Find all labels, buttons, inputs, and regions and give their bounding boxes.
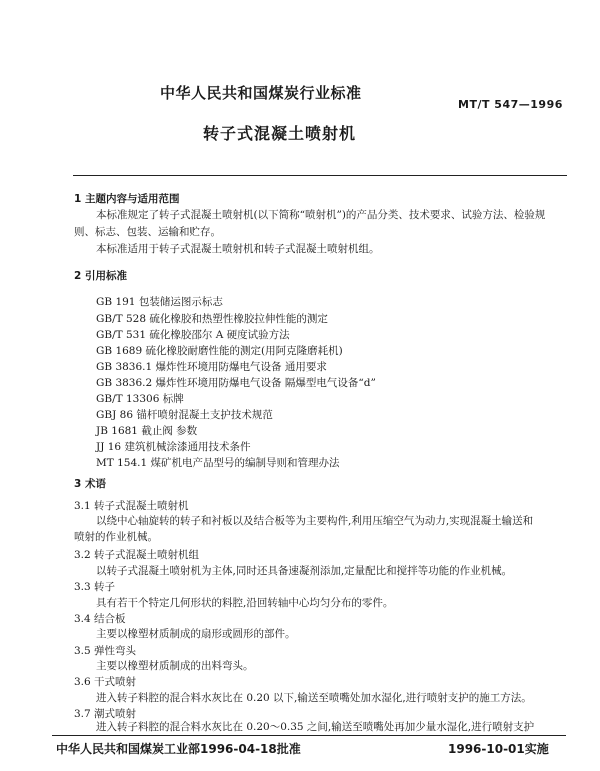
reference-item: GB 191 包装储运图示标志 [96,296,223,308]
reference-item: MT 154.1 煤矿机电产品型号的编制导则和管理办法 [96,457,340,469]
term-3-7-heading: 3.7 潮式喷射 [74,708,137,720]
term-3-3-line-1: 具有若干个特定几何形状的料腔,沿回转轴中心均匀分布的零件。 [96,597,394,609]
term-3-6-line-1: 进入转子料腔的混合料水灰比在 0.20 以下,输送至喷嘴处加水湿化,进行喷射支护的施工方法。 [96,692,532,704]
implementation-date: 1996-10-01实施 [448,742,549,756]
term-3-1-heading: 3.1 转子式混凝土喷射机 [74,500,189,512]
reference-item: GB 3836.2 爆炸性环境用防爆电气设备 隔爆型电气设备“d” [96,377,376,389]
term-3-4-line-1: 主要以橡塑材质制成的扇形或圆形的部件。 [96,628,296,640]
term-3-7-line-1: 进入转子料腔的混合料水灰比在 0.20～0.35 之间,输送至喷嘴处再加少量水湿化,进行喷射支护 [96,721,535,733]
term-3-1-line-2: 喷射的作业机械。 [74,531,158,543]
term-3-4-heading: 3.4 结合板 [74,613,126,625]
page-title: 转子式混凝土喷射机 [203,124,357,143]
section-1-heading: 1 主题内容与适用范围 [74,193,180,205]
term-3-6-heading: 3.6 干式喷射 [74,676,137,688]
reference-item: GBJ 86 锚杆喷射混凝土支护技术规范 [96,409,273,421]
section-2-heading: 2 引用标准 [74,270,127,282]
reference-item: GB/T 531 硫化橡胶邵尔 A 硬度试验方法 [96,329,290,341]
term-3-5-heading: 3.5 弹性弯头 [74,645,137,657]
issuing-organization: 中华人民共和国煤炭行业标准 [160,84,362,102]
header-divider [73,175,567,176]
section-3-heading: 3 术语 [74,478,106,490]
reference-item: GB 1689 硫化橡胶耐磨性能的测定(用阿克隆磨耗机) [96,345,343,357]
reference-item: JJ 16 建筑机械涂漆通用技术条件 [96,441,251,453]
reference-item: GB/T 528 硫化橡胶和热塑性橡胶拉伸性能的测定 [96,313,328,325]
approval-statement: 中华人民共和国煤炭工业部1996-04-18批准 [56,742,301,756]
term-3-3-heading: 3.3 转子 [74,581,116,593]
standard-number: MT/T 547—1996 [458,98,563,111]
reference-item: GB/T 13306 标牌 [96,393,184,405]
section-1-para-1-line-2: 则、标志、包装、运输和贮存。 [74,226,221,238]
term-3-5-line-1: 主要以橡塑材质制成的出料弯头。 [96,660,254,672]
section-1-para-1-line-1: 本标准规定了转子式混凝土喷射机(以下简称“喷射机”)的产品分类、技术要求、试验方法、检验规 [96,209,546,221]
term-3-2-line-1: 以转子式混凝土喷射机为主体,同时还具备速凝剂添加,定量配比和搅拌等功能的作业机械。 [96,565,513,577]
section-1-para-2: 本标准适用于转子式混凝土喷射机和转子式混凝土喷射机组。 [96,243,380,255]
footer-divider [52,735,566,736]
reference-item: JB 1681 截止阀 参数 [96,425,198,437]
reference-item: GB 3836.1 爆炸性环境用防爆电气设备 通用要求 [96,361,327,373]
term-3-1-line-1: 以绕中心轴旋转的转子和衬板以及结合板等为主要构件,利用压缩空气为动力,实现混凝土输送和 [96,515,534,527]
term-3-2-heading: 3.2 转子式混凝土喷射机组 [74,549,200,561]
